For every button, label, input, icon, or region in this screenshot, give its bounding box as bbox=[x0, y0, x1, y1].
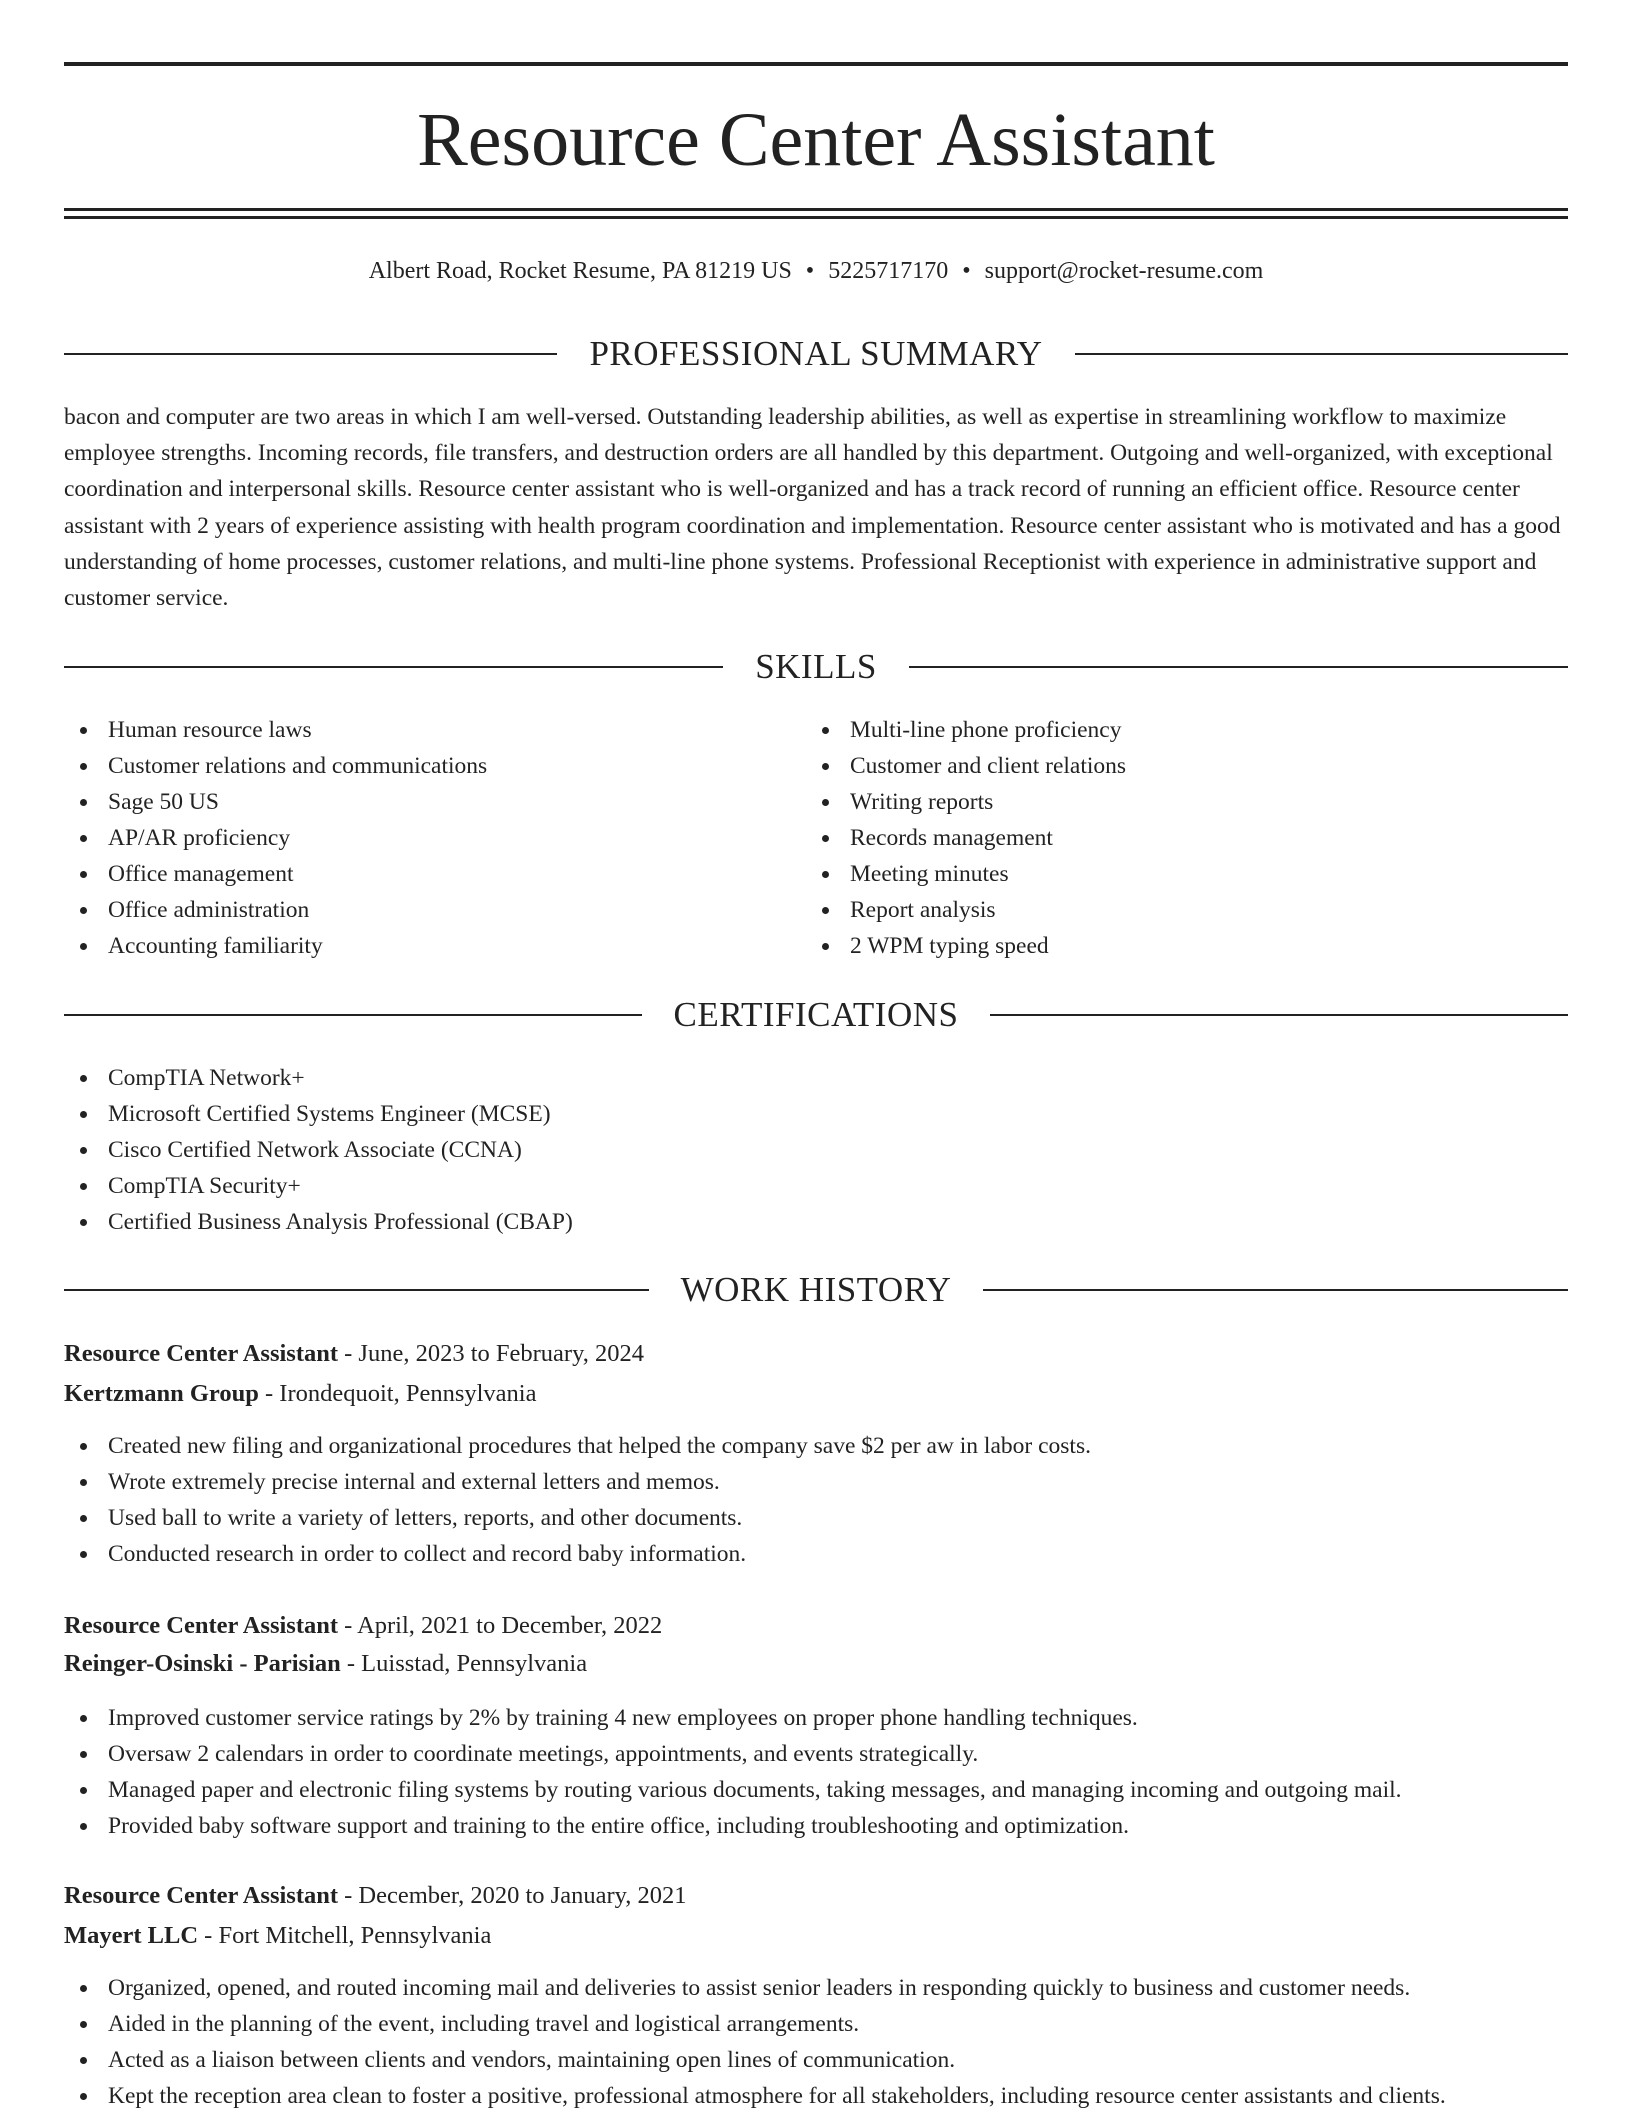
job-location: - Fort Mitchell, Pennsylvania bbox=[198, 1922, 492, 1949]
skill-item: AP/AR proficiency bbox=[64, 820, 804, 856]
skill-item: Accounting familiarity bbox=[64, 928, 804, 964]
skill-item: Multi-line phone proficiency bbox=[806, 712, 1546, 748]
skills-heading: SKILLS bbox=[755, 647, 877, 686]
contact-address: Albert Road, Rocket Resume, PA 81219 US bbox=[368, 258, 792, 284]
certification-item: CompTIA Security+ bbox=[64, 1168, 1568, 1204]
job-bullet: Acted as a liaison between clients and vendors, maintaining open lines of communication. bbox=[64, 2042, 1568, 2078]
job-bullet: Conducted research in order to collect and record baby information. bbox=[64, 1536, 1568, 1572]
summary-heading: PROFESSIONAL SUMMARY bbox=[589, 334, 1043, 373]
work-history-heading: WORK HISTORY bbox=[680, 1270, 952, 1309]
job-location: - Luisstad, Pennsylvania bbox=[340, 1650, 588, 1677]
certifications-heading: CERTIFICATIONS bbox=[673, 995, 959, 1034]
job-company: Mayert LLC bbox=[64, 1922, 199, 1949]
certification-item: Microsoft Certified Systems Engineer (MCSE) bbox=[64, 1096, 1568, 1132]
job-bullet: Oversaw 2 calendars in order to coordinate meetings, appointments, and events strategically. bbox=[64, 1736, 1568, 1772]
job-location: - Irondequoit, Pennsylvania bbox=[258, 1380, 537, 1407]
skill-item: 2 WPM typing speed bbox=[806, 928, 1546, 964]
job-dates: - December, 2020 to January, 2021 bbox=[338, 1882, 687, 1909]
heading-rule-left bbox=[64, 1014, 642, 1016]
skills-list-right bbox=[806, 712, 1546, 964]
skill-item: Report analysis bbox=[806, 892, 1546, 928]
job-bullet: Improved customer service ratings by 2% by training 4 new employees on proper phone handling techniques. bbox=[64, 1700, 1568, 1736]
header-top-rule bbox=[64, 62, 1568, 66]
job-title: Resource Center Assistant bbox=[64, 1340, 339, 1367]
heading-rule-left bbox=[64, 666, 723, 668]
job-title-line bbox=[64, 1608, 1568, 1644]
skill-item: Office management bbox=[64, 856, 804, 892]
job-bullet-list bbox=[64, 1428, 1568, 1572]
skill-item: Sage 50 US bbox=[64, 784, 804, 820]
job-company-line bbox=[64, 1918, 1568, 1954]
job-dates: - June, 2023 to February, 2024 bbox=[338, 1340, 644, 1367]
heading-rule-right bbox=[1075, 353, 1568, 355]
job-title: Resource Center Assistant bbox=[64, 1612, 339, 1639]
certification-item: CompTIA Network+ bbox=[64, 1060, 1568, 1096]
heading-rule-right bbox=[990, 1014, 1568, 1016]
skill-item: Customer and client relations bbox=[806, 748, 1546, 784]
skills-list-left bbox=[64, 712, 804, 964]
contact-separator: • bbox=[805, 258, 815, 284]
contact-separator: • bbox=[962, 258, 971, 284]
certifications-list bbox=[64, 1060, 1568, 1240]
header-rule-lower bbox=[64, 216, 1568, 219]
heading-rule-right bbox=[909, 666, 1568, 668]
job-title: Resource Center Assistant bbox=[64, 1882, 339, 1909]
skills-section-heading bbox=[64, 645, 1568, 689]
heading-rule-right bbox=[983, 1289, 1568, 1291]
skill-item: Customer relations and communications bbox=[64, 748, 804, 784]
contact-line bbox=[64, 254, 1568, 288]
job-company: Reinger-Osinski - Parisian bbox=[64, 1650, 341, 1677]
summary-section-heading bbox=[64, 332, 1568, 376]
job-bullet: Wrote extremely precise internal and external letters and memos. bbox=[64, 1464, 1568, 1500]
job-bullet: Organized, opened, and routed incoming mail and deliveries to assist senior leaders in responding quickly to business and customer needs. bbox=[64, 1970, 1568, 2006]
skill-item: Office administration bbox=[64, 892, 804, 928]
job-bullet: Kept the reception area clean to foster a positive, professional atmosphere for all stakeholders, including resource center assistants and clients. bbox=[64, 2078, 1568, 2114]
header-rule-upper bbox=[64, 208, 1568, 211]
job-bullet: Managed paper and electronic filing systems by routing various documents, taking messages, and managing incoming and outgoing mail. bbox=[64, 1772, 1568, 1808]
summary-text: bacon and computer are two areas in which I am well-versed. Outstanding leadership abilities, as well as expertise in streamlining workflow to maximize employee strengths. Incoming records, file transfers, and destruction orders are all handled by this department. Outgoing and well-organized, with exceptional coordination and interpersonal skills. Resource center assistant who is well-organized and has a track record of running an efficient office. Resource center assistant with 2 years of experience assisting with health program coordination and implementation. Resource center assistant who is motivated and has a good understanding of home processes, customer relations, and multi-line phone systems. Professional Receptionist with experience in administrative support and customer service. bbox=[64, 404, 1561, 612]
job-title-line bbox=[64, 1336, 1568, 1372]
resume-name: Resource Center Assistant bbox=[417, 98, 1215, 182]
skill-item: Records management bbox=[806, 820, 1546, 856]
certification-item: Certified Business Analysis Professional (CBAP) bbox=[64, 1204, 1568, 1240]
job-bullet-list bbox=[64, 1700, 1568, 1844]
contact-email: support@rocket-resume.com bbox=[984, 258, 1264, 284]
skill-item: Human resource laws bbox=[64, 712, 804, 748]
job-bullet: Aided in the planning of the event, including travel and logistical arrangements. bbox=[64, 2006, 1568, 2042]
heading-rule-left bbox=[64, 353, 557, 355]
skill-item: Writing reports bbox=[806, 784, 1546, 820]
job-company-line bbox=[64, 1376, 1568, 1412]
job-bullet: Created new filing and organizational procedures that helped the company save $2 per aw in labor costs. bbox=[64, 1428, 1568, 1464]
skill-item: Meeting minutes bbox=[806, 856, 1546, 892]
job-title-line bbox=[64, 1878, 1568, 1914]
work-history-section-heading bbox=[64, 1268, 1568, 1312]
certification-item: Cisco Certified Network Associate (CCNA) bbox=[64, 1132, 1568, 1168]
job-company: Kertzmann Group bbox=[64, 1380, 259, 1407]
job-bullet: Provided baby software support and training to the entire office, including troubleshooting and optimization. bbox=[64, 1808, 1568, 1844]
job-bullet: Used ball to write a variety of letters, reports, and other documents. bbox=[64, 1500, 1568, 1536]
job-bullet-list bbox=[64, 1970, 1568, 2114]
heading-rule-left bbox=[64, 1289, 649, 1291]
certifications-section-heading bbox=[64, 993, 1568, 1037]
contact-phone: 5225717170 bbox=[828, 258, 949, 284]
job-company-line bbox=[64, 1646, 1568, 1682]
job-dates: - April, 2021 to December, 2022 bbox=[338, 1612, 663, 1639]
